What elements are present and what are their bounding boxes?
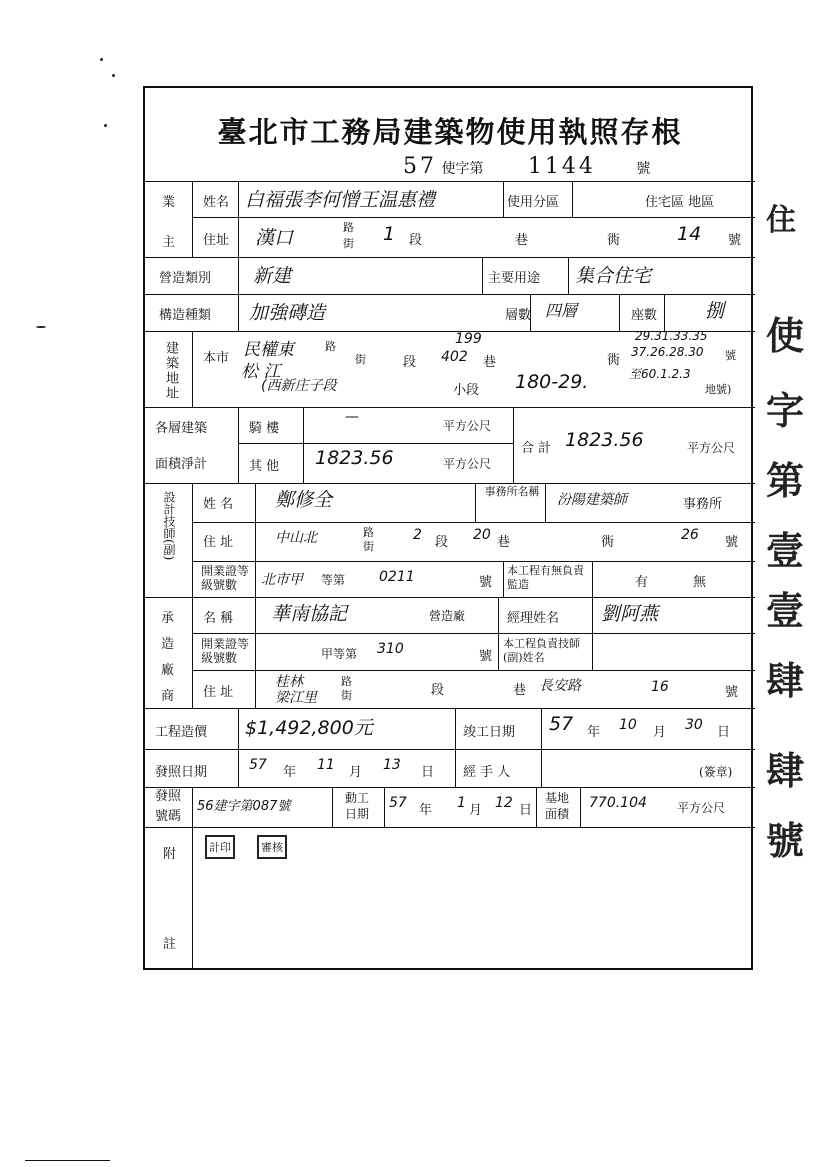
floors-value: 四層	[545, 301, 578, 320]
designer-supervise-label: 本工程有無負責監造	[507, 564, 584, 591]
done-day: 30	[685, 717, 703, 733]
start-label-1: 動工	[345, 791, 370, 805]
site-sec: 段	[403, 355, 417, 370]
site-road-value: 民權東	[243, 340, 294, 360]
designer-lane: 巷	[497, 535, 511, 550]
struct-label: 構造種類	[159, 308, 212, 323]
site-district: (西新庄子段	[261, 378, 337, 394]
main-use-label: 主要用途	[488, 271, 541, 286]
license-prefix: 57	[403, 154, 437, 179]
contractor-sec: 段	[431, 683, 445, 698]
contractor-section-char: 廠	[161, 663, 175, 678]
contractor-name-label: 名 稱	[203, 611, 234, 626]
addr-sec: 段	[409, 233, 423, 248]
start-month-unit: 月	[469, 803, 483, 818]
site-city: 本市	[203, 351, 230, 366]
contractor-name-value: 華南協記	[271, 603, 348, 625]
designer-no-value: 26	[681, 527, 699, 543]
other-label: 其 他	[249, 459, 280, 474]
addr-road: 路	[343, 221, 354, 234]
designer-num: 2	[413, 527, 422, 543]
bldg-count-value: 捌	[705, 300, 725, 322]
designer-lic-grade: 等第	[321, 573, 346, 587]
designer-office-suffix: 事務所	[683, 497, 723, 512]
notes-label-2: 註	[163, 937, 177, 952]
contractor-mgr-value: 劉阿燕	[601, 603, 659, 625]
scan-speck	[36, 326, 46, 328]
designer-lic-value: 北市甲	[261, 572, 303, 588]
contractor-tech-label: 本工程負責技師(副)姓名	[503, 637, 580, 664]
handler-label: 經 手 人	[463, 765, 511, 780]
type-value: 新建	[253, 265, 292, 287]
owner-name-label: 姓名	[203, 195, 230, 210]
issue-day-unit: 日	[421, 765, 435, 780]
stamp-box: 計印	[205, 835, 235, 859]
addr-alley-num: 14	[677, 223, 702, 245]
contractor-addr-label: 住 址	[203, 685, 234, 700]
use-zone-value: 住宅區 地區	[645, 195, 715, 210]
owner-section-char: 主	[162, 235, 176, 250]
site-lot-label: 地號)	[705, 383, 732, 396]
start-year-unit: 年	[419, 803, 433, 818]
area-label-1: 各層建築	[155, 421, 208, 436]
site-small-sec: 小段	[453, 383, 480, 398]
total-unit: 平方公尺	[687, 441, 736, 455]
margin-char: 肆	[766, 658, 805, 703]
struct-value: 加強磚造	[249, 302, 326, 324]
margin-char: 第	[766, 458, 805, 503]
contractor-lic-no: 號	[479, 649, 493, 664]
cost-label: 工程造價	[155, 725, 208, 740]
designer-no: 號	[725, 535, 739, 550]
arcade-unit: 平方公尺	[443, 419, 492, 433]
permit-label-2: 號碼	[155, 809, 182, 824]
designer-addr-value: 中山北	[275, 530, 317, 546]
permit-label-1: 發照	[155, 789, 182, 804]
addr-alley: 衖	[607, 233, 621, 248]
form-title: 臺北市工務局建築物使用執照存根	[217, 115, 683, 149]
done-month: 10	[619, 717, 637, 733]
designer-sec: 段	[435, 535, 449, 550]
site-lane: 巷	[483, 355, 497, 370]
contractor-addr-value: 桂林	[275, 674, 303, 690]
contractor-lic-label: 開業證等級號數	[201, 637, 250, 665]
use-zone-label: 使用分區	[507, 195, 560, 210]
contractor-name-suffix: 營造廠	[429, 609, 466, 623]
contractor-lic-num: 310	[377, 641, 404, 657]
issue-month-unit: 月	[349, 765, 363, 780]
margin-char: 壹	[766, 528, 805, 573]
total-value: 1823.56	[565, 429, 644, 451]
footer-rule	[25, 1160, 110, 1161]
site-lot: 180-29.	[515, 371, 589, 393]
margin-char: 使	[766, 313, 805, 358]
contractor-addr-value2: 梁江里	[275, 690, 317, 706]
contractor-road: 路	[341, 675, 352, 688]
site-alley-nums: 29.31.33.35	[635, 329, 708, 343]
area-label-2: 面積淨計	[155, 457, 208, 472]
issue-label: 發照日期	[155, 765, 208, 780]
designer-lic-no: 號	[479, 575, 493, 590]
done-year: 57	[549, 713, 574, 735]
permit-value: 56建字第087號	[197, 799, 291, 814]
other-unit: 平方公尺	[443, 457, 492, 471]
addr-no: 號	[728, 233, 742, 248]
license-number: 1144	[527, 154, 596, 179]
start-label-2: 日期	[345, 807, 370, 821]
designer-lic-num: 0211	[379, 569, 415, 585]
contractor-no: 號	[725, 685, 739, 700]
site-song: 松 江	[241, 362, 281, 382]
issue-month: 11	[317, 757, 335, 773]
site-lot2: 至60.1.2.3	[629, 367, 691, 381]
designer-office-label: 事務所名稱	[484, 485, 540, 498]
designer-section: 設計技師(副)	[162, 491, 176, 561]
bldg-count-label: 座數	[631, 308, 658, 323]
designer-supervise-yes: 有	[635, 575, 649, 590]
other-value: 1823.56	[315, 447, 394, 469]
owner-section-char: 業	[162, 195, 176, 210]
base-unit: 平方公尺	[677, 801, 726, 815]
start-day: 12	[495, 795, 513, 811]
license-number-line	[403, 154, 650, 179]
owner-name-value: 白福張李何憎王温惠禮	[245, 189, 436, 211]
margin-char: 號	[766, 818, 805, 863]
base-value: 770.104	[589, 795, 647, 811]
license-suffix: 號	[636, 161, 651, 177]
scan-speck	[100, 58, 103, 61]
done-day-unit: 日	[717, 725, 731, 740]
notes-label-1: 附	[163, 847, 177, 862]
contractor-section-char: 商	[161, 689, 175, 704]
start-day-unit: 日	[519, 803, 533, 818]
contractor-section-char: 造	[161, 637, 175, 652]
scan-speck	[112, 74, 115, 77]
site-alley-nums2: 37.26.28.30	[631, 345, 704, 359]
addr-street: 街	[343, 237, 354, 250]
done-month-unit: 月	[653, 725, 667, 740]
designer-street: 街	[363, 540, 374, 553]
designer-lane-num: 20	[473, 527, 491, 543]
margin-char: 住	[766, 203, 796, 238]
start-year: 57	[389, 795, 407, 811]
type-label: 營造類別	[159, 271, 212, 286]
site-alley: 衖	[607, 353, 621, 368]
issue-year-unit: 年	[283, 765, 297, 780]
designer-name-value: 鄭修全	[275, 489, 333, 511]
license-word: 使字第	[441, 161, 484, 177]
license-stub-form	[143, 86, 753, 970]
site-num2: 402	[441, 349, 468, 365]
addr-lane: 巷	[515, 233, 529, 248]
done-label: 竣工日期	[463, 725, 516, 740]
base-label-1: 基地	[545, 791, 570, 805]
contractor-lane-value: 長安路	[539, 678, 581, 694]
contractor-no-value: 16	[651, 679, 669, 695]
contractor-lic-grade: 甲等第	[321, 647, 358, 661]
margin-char: 壹	[766, 588, 805, 633]
form-grid	[145, 181, 755, 970]
designer-alley: 衖	[601, 535, 615, 550]
contractor-lane: 巷	[513, 683, 527, 698]
owner-addr-label: 住址	[203, 233, 230, 248]
site-num1: 199	[455, 331, 482, 347]
contractor-section-char: 承	[161, 611, 175, 626]
issue-year: 57	[249, 757, 267, 773]
cost-value: $1,492,800元	[245, 717, 373, 739]
issue-day: 13	[383, 757, 401, 773]
site-no: 號	[725, 349, 736, 362]
site-road: 路	[325, 340, 336, 353]
base-label-2: 面積	[545, 807, 570, 821]
start-month: 1	[457, 795, 466, 811]
designer-name-label: 姓 名	[203, 497, 234, 512]
site-label: 建築地址	[163, 341, 178, 401]
floors-label: 層數	[505, 308, 532, 323]
main-use-value: 集合住宅	[575, 265, 652, 287]
owner-addr-value: 漢口	[255, 227, 294, 249]
arcade-label: 騎 樓	[249, 421, 280, 436]
handler-seal: (簽章)	[699, 765, 733, 779]
scan-speck	[104, 124, 107, 127]
designer-office-value: 汾陽建築師	[557, 492, 627, 508]
addr-num: 1	[383, 223, 396, 245]
stamp-box: 審核	[257, 835, 287, 859]
contractor-mgr-label: 經理姓名	[507, 611, 560, 626]
designer-supervise-no: 無	[693, 575, 707, 590]
designer-lic-label: 開業證等級號數	[201, 564, 250, 592]
designer-addr-label: 住 址	[203, 535, 234, 550]
margin-char: 肆	[766, 748, 805, 793]
designer-road: 路	[363, 526, 374, 539]
total-label: 合 計	[521, 441, 552, 456]
margin-char: 字	[766, 388, 805, 433]
arcade-value: —	[345, 409, 359, 425]
site-street: 街	[355, 353, 366, 366]
contractor-street: 街	[341, 689, 352, 702]
done-year-unit: 年	[587, 725, 601, 740]
